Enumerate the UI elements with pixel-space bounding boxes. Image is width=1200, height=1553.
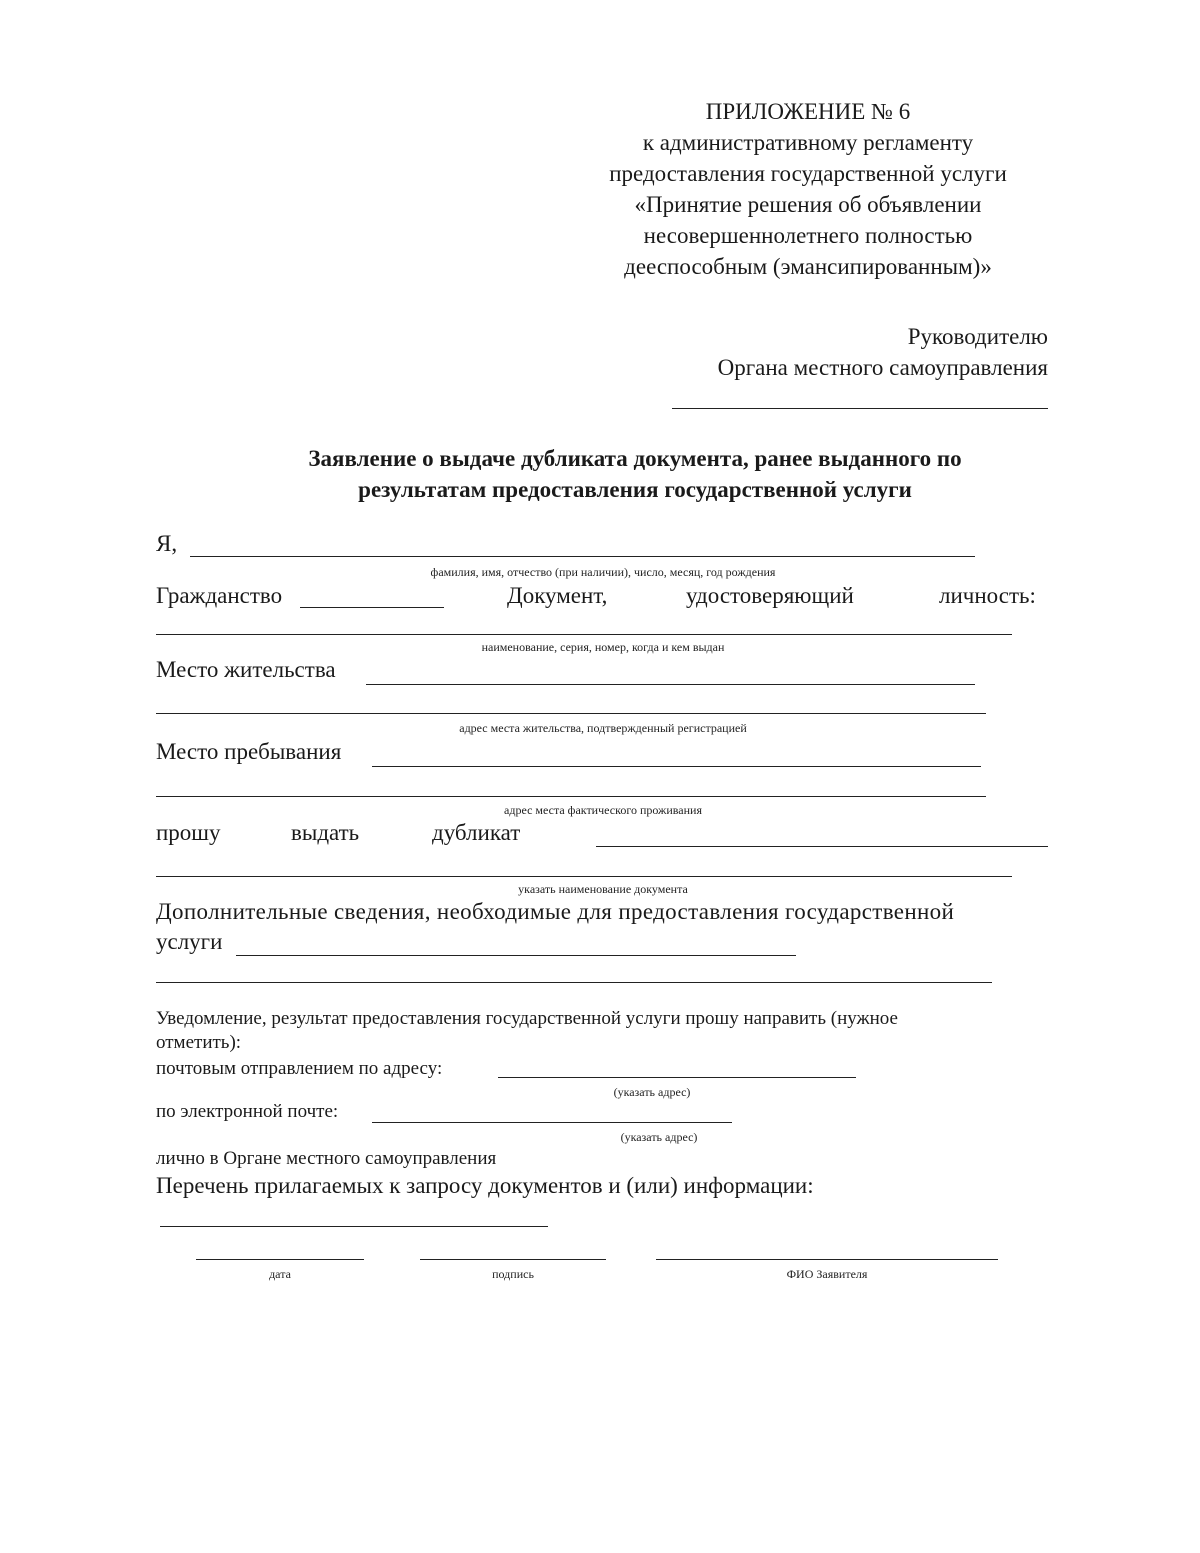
citizenship-field[interactable] [300,607,444,608]
duplicate-doc-caption: указать наименование документа [518,882,688,896]
residence-field[interactable] [366,684,975,685]
appendix-line-2: предоставления государственной услуги [609,161,1007,186]
notification-line-2: отметить): [156,1032,242,1053]
postal-option-label[interactable]: почтовым отправлением по адресу: [156,1058,443,1079]
signature-field[interactable] [420,1259,606,1260]
title-line-2: результатам предоставления государственной услуги [358,477,912,502]
signature-caption: подпись [492,1267,534,1281]
appendix-line-4: несовершеннолетнего полностью [643,223,973,248]
residence-label: Место жительства [156,657,336,682]
stay-caption: адрес места фактического проживания [504,803,702,817]
applicant-name-field[interactable] [190,556,975,557]
id-doc-word-1: Документ, [507,583,608,608]
applicant-fullname-field[interactable] [656,1259,998,1260]
attachments-field[interactable] [160,1226,548,1227]
applicant-label: Я, [156,531,178,556]
postal-address-field[interactable] [498,1077,856,1078]
additional-info-field[interactable] [236,955,796,956]
residence-field-line-2[interactable] [156,713,986,714]
fullname-caption: ФИО Заявителя [786,1267,868,1281]
id-doc-word-3: личность: [939,583,1036,608]
duplicate-doc-field-line-2[interactable] [156,876,1012,877]
request-word-2: выдать [291,820,360,845]
appendix-line-5: дееспособным (эмансипированным)» [624,254,992,279]
date-field[interactable] [196,1259,364,1260]
date-caption: дата [269,1267,291,1281]
request-word-3: дубликат [432,820,521,845]
in-person-option-label[interactable]: лично в Органе местного самоуправления [156,1148,497,1169]
applicant-caption: фамилия, имя, отчество (при наличии), число, месяц, год рождения [430,565,776,579]
stay-field[interactable] [372,766,981,767]
notification-line-1: Уведомление, результат предоставления государственной услуги прошу направить (нужное [156,1008,898,1029]
duplicate-doc-field[interactable] [596,846,1048,847]
citizenship-label: Гражданство [156,583,283,608]
id-document-caption: наименование, серия, номер, когда и кем выдан [481,640,725,654]
email-address-caption: (указать адрес) [620,1130,698,1144]
stay-field-line-2[interactable] [156,796,986,797]
appendix-line-1: к административному регламенту [642,130,974,155]
residence-caption: адрес места жительства, подтвержденный регистрацией [459,721,747,735]
id-document-field[interactable] [156,634,1012,635]
id-doc-word-2: удостоверяющий [686,583,854,608]
addressee-name-field[interactable] [672,408,1048,409]
request-word-1: прошу [156,820,221,845]
attachments-label: Перечень прилагаемых к запросу документов и (или) информации: [156,1173,814,1198]
appendix-line-3: «Принятие решения об объявлении [634,192,982,217]
addressee-line-1: Руководителю [907,324,1048,349]
additional-info-line-2: услуги [156,929,223,954]
stay-label: Место пребывания [156,739,342,764]
title-line-1: Заявление о выдаче дубликата документа, ранее выданного по [308,446,962,471]
addressee-line-2: Органа местного самоуправления [717,355,1048,380]
appendix-header [548,96,1068,282]
document-title [240,443,1030,505]
postal-address-caption: (указать адрес) [613,1085,691,1099]
additional-info-line-1: Дополнительные сведения, необходимые для предоставления государственной [156,899,955,924]
email-address-field[interactable] [372,1122,732,1123]
additional-info-field-line-2[interactable] [156,982,992,983]
email-option-label[interactable]: по электронной почте: [156,1101,339,1122]
appendix-number: ПРИЛОЖЕНИЕ № 6 [705,99,911,124]
